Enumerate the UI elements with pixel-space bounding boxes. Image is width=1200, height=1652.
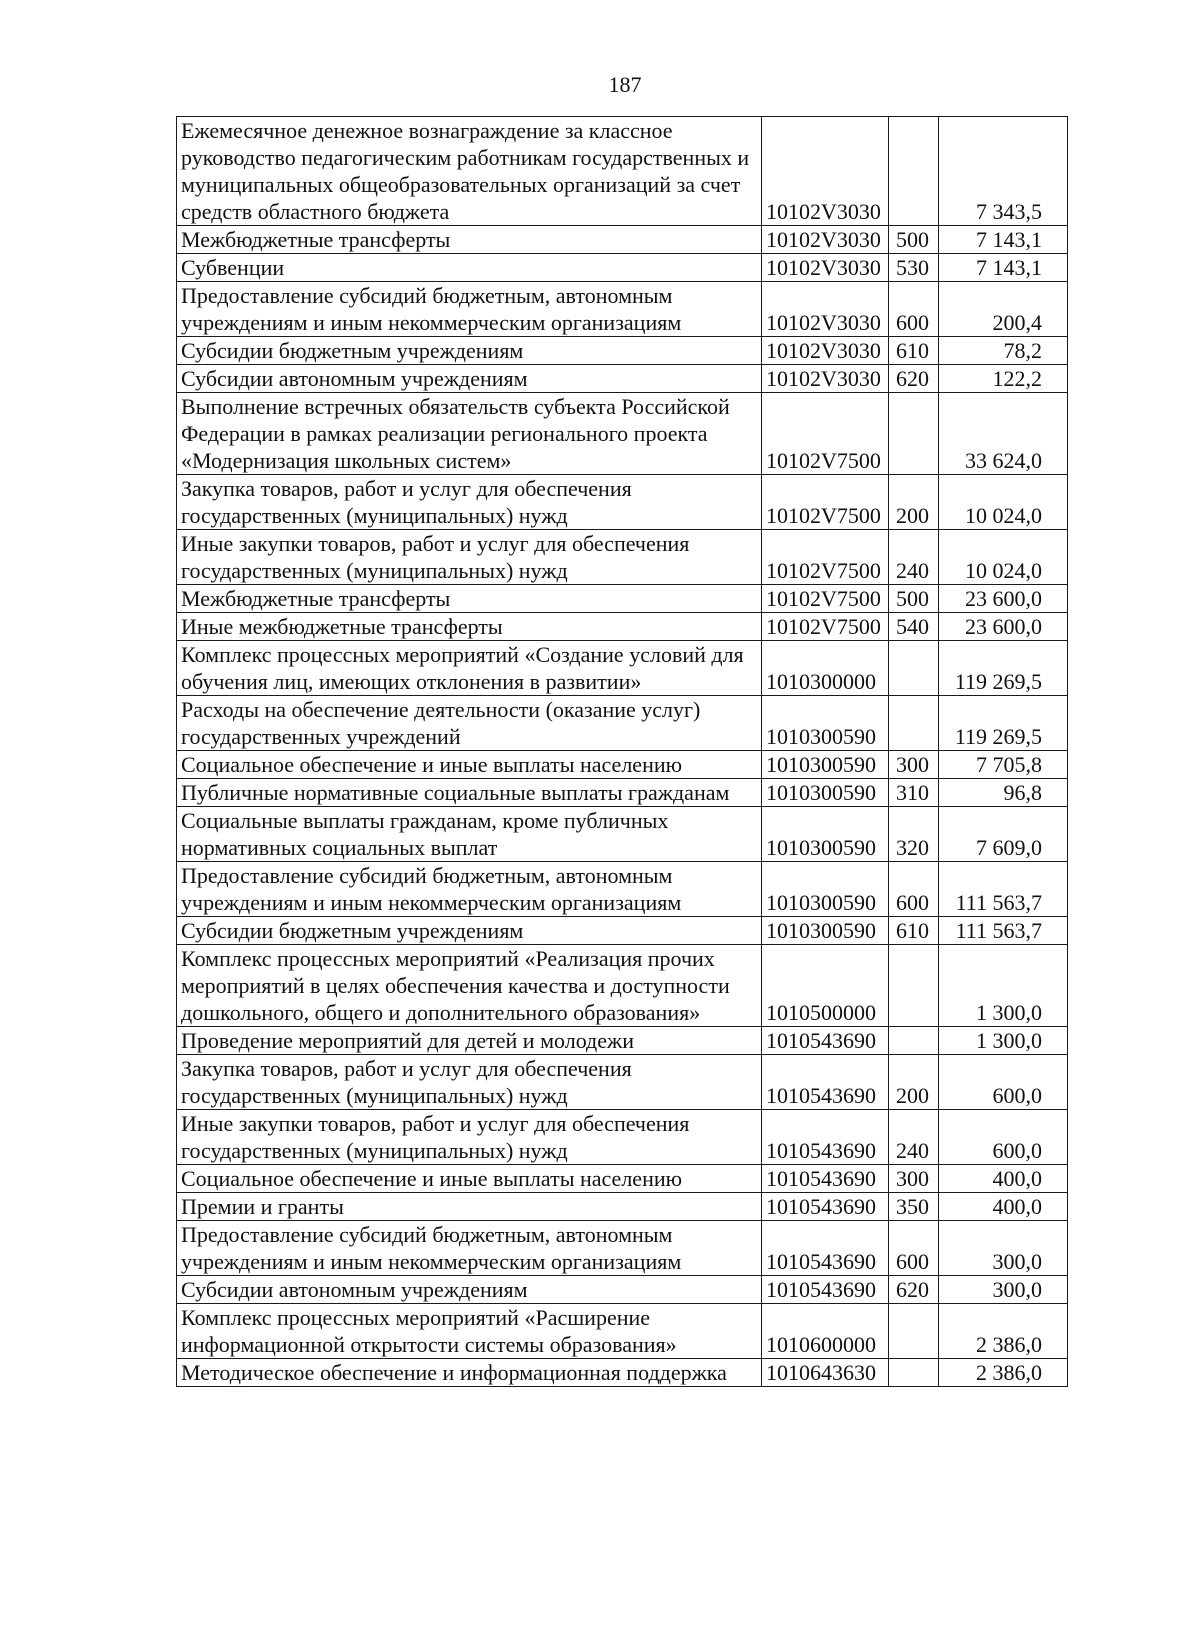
amount-cell: 400,0 [939, 1193, 1068, 1221]
expense-name-cell: Субсидии автономным учреждениям [177, 365, 762, 393]
expense-name-cell: Социальное обеспечение и иные выплаты населению [177, 751, 762, 779]
amount-cell: 7 343,5 [939, 117, 1068, 226]
expense-name-cell: Комплекс процессных мероприятий «Реализация прочих мероприятий в целях обеспечения качества и доступности дошкольного, общего и дополнительного образования» [177, 945, 762, 1027]
amount-cell: 7 705,8 [939, 751, 1068, 779]
expense-type-cell: 500 [889, 585, 939, 613]
amount-cell: 96,8 [939, 779, 1068, 807]
expense-name-cell: Проведение мероприятий для детей и молодежи [177, 1027, 762, 1055]
table-row [177, 530, 1068, 585]
table-row [177, 475, 1068, 530]
expense-name-cell: Ежемесячное денежное вознаграждение за классное руководство педагогическим работникам государственных и муниципальных общеобразовательных организаций за счет средств областного бюджета [177, 117, 762, 226]
expense-type-cell: 610 [889, 337, 939, 365]
amount-cell: 1 300,0 [939, 945, 1068, 1027]
amount-cell: 119 269,5 [939, 641, 1068, 696]
expense-name-cell: Предоставление субсидий бюджетным, автономным учреждениям и иным некоммерческим организациям [177, 282, 762, 337]
table-body [177, 117, 1068, 1387]
expense-name-cell: Социальные выплаты гражданам, кроме публичных нормативных социальных выплат [177, 807, 762, 862]
table-row [177, 226, 1068, 254]
target-code-cell: 1010543690 [762, 1027, 889, 1055]
target-code-cell: 10102V3030 [762, 117, 889, 226]
amount-cell: 300,0 [939, 1276, 1068, 1304]
table-row [177, 807, 1068, 862]
expense-name-cell: Субсидии бюджетным учреждениям [177, 917, 762, 945]
target-code-cell: 1010300590 [762, 807, 889, 862]
amount-cell: 33 624,0 [939, 393, 1068, 475]
table-row [177, 641, 1068, 696]
expense-type-cell: 240 [889, 530, 939, 585]
expense-type-cell: 320 [889, 807, 939, 862]
expense-name-cell: Субсидии бюджетным учреждениям [177, 337, 762, 365]
table-row [177, 1304, 1068, 1359]
table-row [177, 365, 1068, 393]
expense-type-cell: 620 [889, 1276, 939, 1304]
table-row [177, 1193, 1068, 1221]
target-code-cell: 10102V7500 [762, 393, 889, 475]
target-code-cell: 1010543690 [762, 1221, 889, 1276]
expense-type-cell [889, 1359, 939, 1387]
target-code-cell: 1010543690 [762, 1165, 889, 1193]
expense-name-cell: Закупка товаров, работ и услуг для обеспечения государственных (муниципальных) нужд [177, 475, 762, 530]
expense-name-cell: Комплекс процессных мероприятий «Создание условий для обучения лиц, имеющих отклонения в развитии» [177, 641, 762, 696]
expense-name-cell: Комплекс процессных мероприятий «Расширение информационной открытости системы образования» [177, 1304, 762, 1359]
expense-type-cell [889, 641, 939, 696]
expense-name-cell: Социальное обеспечение и иные выплаты населению [177, 1165, 762, 1193]
target-code-cell: 1010300590 [762, 917, 889, 945]
amount-cell: 600,0 [939, 1055, 1068, 1110]
expense-type-cell: 200 [889, 1055, 939, 1110]
table-row [177, 1221, 1068, 1276]
target-code-cell: 1010500000 [762, 945, 889, 1027]
expense-type-cell: 240 [889, 1110, 939, 1165]
expense-type-cell: 200 [889, 475, 939, 530]
target-code-cell: 10102V7500 [762, 613, 889, 641]
expense-type-cell: 500 [889, 226, 939, 254]
expense-name-cell: Предоставление субсидий бюджетным, автономным учреждениям и иным некоммерческим организациям [177, 862, 762, 917]
table-row [177, 945, 1068, 1027]
amount-cell: 10 024,0 [939, 475, 1068, 530]
target-code-cell: 1010300000 [762, 641, 889, 696]
target-code-cell: 1010300590 [762, 751, 889, 779]
amount-cell: 23 600,0 [939, 613, 1068, 641]
expense-type-cell [889, 1027, 939, 1055]
amount-cell: 600,0 [939, 1110, 1068, 1165]
expense-type-cell: 600 [889, 862, 939, 917]
table-row [177, 393, 1068, 475]
target-code-cell: 1010300590 [762, 862, 889, 917]
table-row [177, 613, 1068, 641]
table-row [177, 1110, 1068, 1165]
target-code-cell: 10102V3030 [762, 337, 889, 365]
target-code-cell: 1010600000 [762, 1304, 889, 1359]
expense-name-cell: Иные межбюджетные трансферты [177, 613, 762, 641]
expense-name-cell: Расходы на обеспечение деятельности (оказание услуг) государственных учреждений [177, 696, 762, 751]
table-row [177, 917, 1068, 945]
target-code-cell: 1010643630 [762, 1359, 889, 1387]
amount-cell: 111 563,7 [939, 862, 1068, 917]
expense-name-cell: Методическое обеспечение и информационная поддержка [177, 1359, 762, 1387]
amount-cell: 119 269,5 [939, 696, 1068, 751]
table-row [177, 337, 1068, 365]
amount-cell: 1 300,0 [939, 1027, 1068, 1055]
table-row [177, 862, 1068, 917]
budget-table [176, 116, 1068, 1387]
expense-name-cell: Выполнение встречных обязательств субъекта Российской Федерации в рамках реализации регионального проекта «Модернизация школьных систем» [177, 393, 762, 475]
expense-type-cell: 310 [889, 779, 939, 807]
expense-type-cell: 530 [889, 254, 939, 282]
target-code-cell: 1010543690 [762, 1110, 889, 1165]
expense-name-cell: Предоставление субсидий бюджетным, автономным учреждениям и иным некоммерческим организациям [177, 1221, 762, 1276]
target-code-cell: 1010543690 [762, 1276, 889, 1304]
expense-type-cell [889, 393, 939, 475]
expense-type-cell: 350 [889, 1193, 939, 1221]
amount-cell: 2 386,0 [939, 1304, 1068, 1359]
expense-name-cell: Субвенции [177, 254, 762, 282]
table-row [177, 117, 1068, 226]
target-code-cell: 10102V3030 [762, 226, 889, 254]
expense-type-cell: 300 [889, 1165, 939, 1193]
amount-cell: 300,0 [939, 1221, 1068, 1276]
table-row [177, 1165, 1068, 1193]
table-row [177, 1359, 1068, 1387]
expense-type-cell [889, 1304, 939, 1359]
target-code-cell: 1010543690 [762, 1193, 889, 1221]
amount-cell: 7 143,1 [939, 226, 1068, 254]
target-code-cell: 10102V3030 [762, 282, 889, 337]
target-code-cell: 1010300590 [762, 696, 889, 751]
amount-cell: 7 609,0 [939, 807, 1068, 862]
table-row [177, 1027, 1068, 1055]
expense-type-cell: 300 [889, 751, 939, 779]
target-code-cell: 1010543690 [762, 1055, 889, 1110]
expense-name-cell: Субсидии автономным учреждениям [177, 1276, 762, 1304]
expense-type-cell: 610 [889, 917, 939, 945]
expense-name-cell: Иные закупки товаров, работ и услуг для обеспечения государственных (муниципальных) нужд [177, 530, 762, 585]
expense-type-cell: 620 [889, 365, 939, 393]
expense-type-cell: 540 [889, 613, 939, 641]
expense-type-cell: 600 [889, 1221, 939, 1276]
expense-type-cell [889, 117, 939, 226]
expense-name-cell: Премии и гранты [177, 1193, 762, 1221]
amount-cell: 23 600,0 [939, 585, 1068, 613]
table-row [177, 779, 1068, 807]
target-code-cell: 10102V3030 [762, 365, 889, 393]
target-code-cell: 10102V7500 [762, 585, 889, 613]
expense-type-cell: 600 [889, 282, 939, 337]
table-row [177, 1276, 1068, 1304]
target-code-cell: 1010300590 [762, 779, 889, 807]
table-row [177, 696, 1068, 751]
expense-name-cell: Закупка товаров, работ и услуг для обеспечения государственных (муниципальных) нужд [177, 1055, 762, 1110]
expense-name-cell: Межбюджетные трансферты [177, 226, 762, 254]
table-row [177, 254, 1068, 282]
amount-cell: 2 386,0 [939, 1359, 1068, 1387]
amount-cell: 7 143,1 [939, 254, 1068, 282]
target-code-cell: 10102V7500 [762, 530, 889, 585]
table-row [177, 282, 1068, 337]
target-code-cell: 10102V3030 [762, 254, 889, 282]
amount-cell: 10 024,0 [939, 530, 1068, 585]
amount-cell: 122,2 [939, 365, 1068, 393]
table-row [177, 585, 1068, 613]
amount-cell: 78,2 [939, 337, 1068, 365]
table-row [177, 1055, 1068, 1110]
table-row [177, 751, 1068, 779]
expense-type-cell [889, 945, 939, 1027]
amount-cell: 200,4 [939, 282, 1068, 337]
expense-name-cell: Публичные нормативные социальные выплаты гражданам [177, 779, 762, 807]
page-number: 187 [608, 72, 642, 97]
target-code-cell: 10102V7500 [762, 475, 889, 530]
expense-name-cell: Межбюджетные трансферты [177, 585, 762, 613]
expense-name-cell: Иные закупки товаров, работ и услуг для обеспечения государственных (муниципальных) нужд [177, 1110, 762, 1165]
amount-cell: 400,0 [939, 1165, 1068, 1193]
expense-type-cell [889, 696, 939, 751]
amount-cell: 111 563,7 [939, 917, 1068, 945]
